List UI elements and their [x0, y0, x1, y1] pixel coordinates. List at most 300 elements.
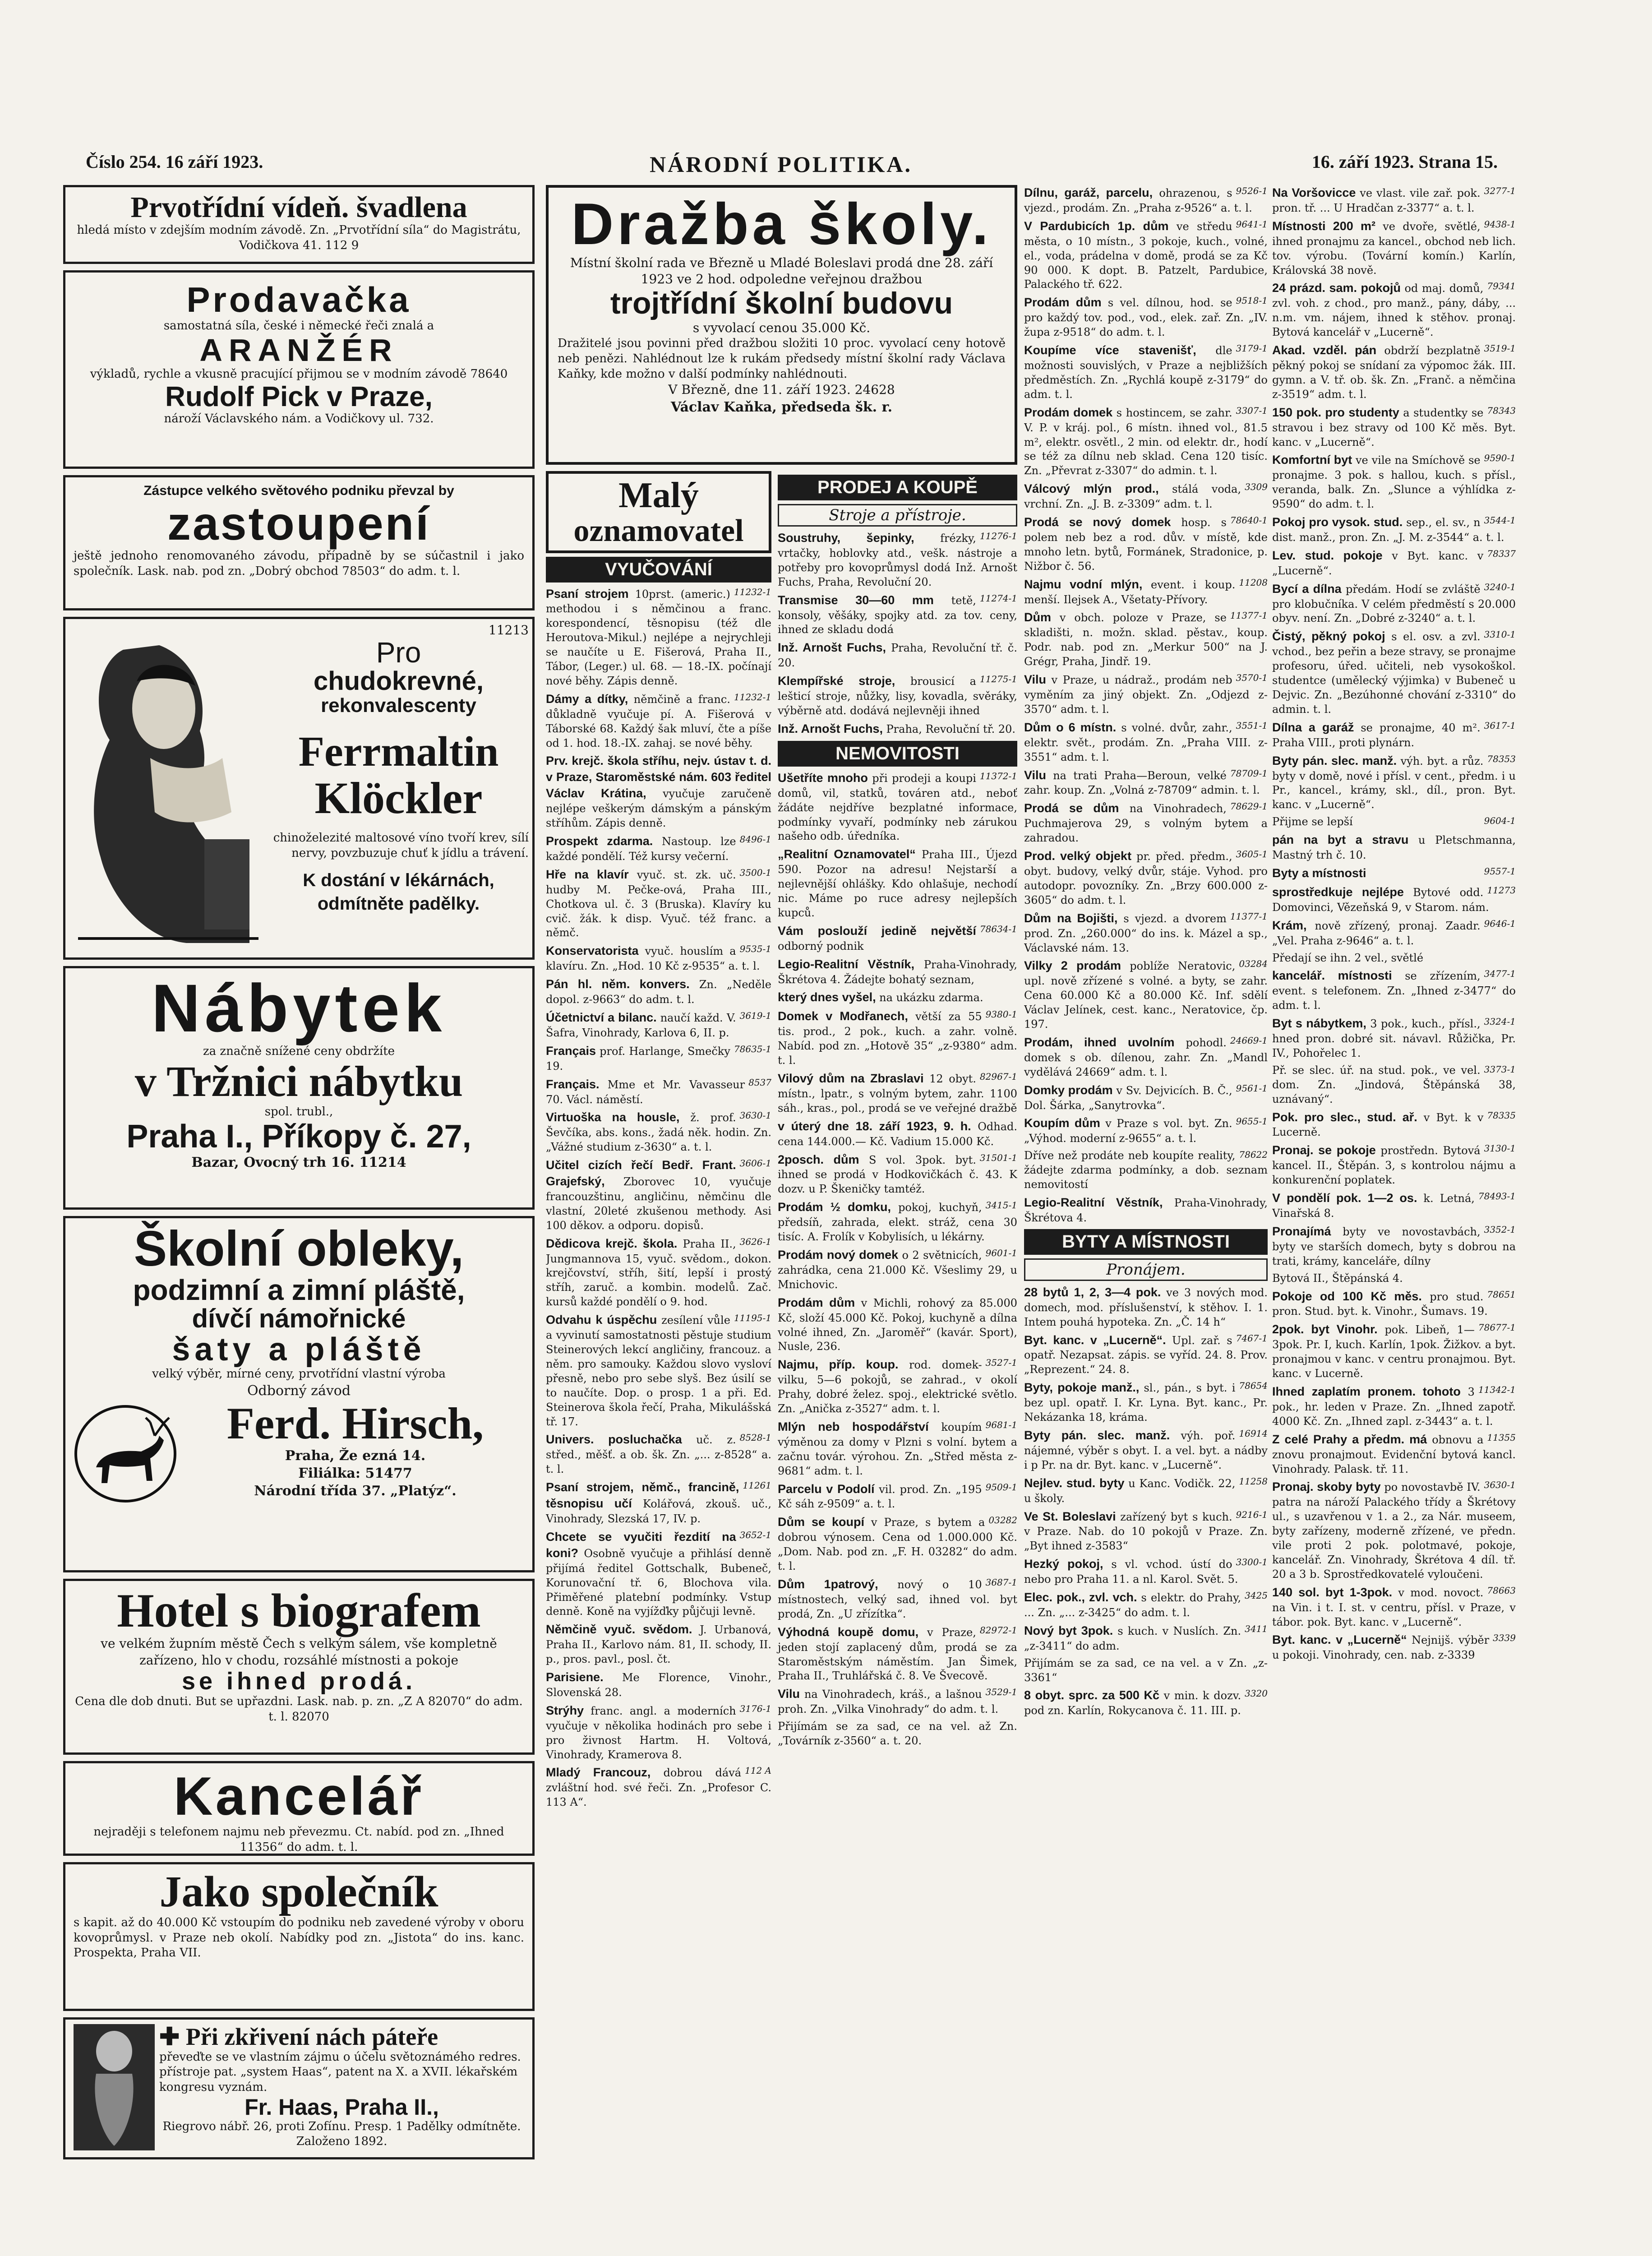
- ad-body: franc. angl. a moderních vyučuje v několika hodinách pro sebe i pro živnost Hartm. H. Voltová, Vinohrady, Kramerova 8.: [546, 1704, 771, 1761]
- ad-title: Prodavačka: [186, 280, 411, 319]
- ad-title: Dražba školy.: [571, 191, 992, 257]
- ad-number: 11195-1: [734, 1313, 771, 1324]
- ad-number: 9438-1: [1484, 218, 1516, 230]
- classified-ad: [778, 923, 1017, 954]
- ad-heading: Najmu, příp. koup.: [778, 1358, 909, 1372]
- section-subtitle: Pronájem.: [1024, 1258, 1268, 1281]
- classified-ad: [546, 1043, 771, 1074]
- ad-number: 3617-1: [1484, 720, 1516, 731]
- ad-body: při prodeji a koupi domů, vil, statků, továren atd., neboť žádáte nejdříve bezplatné informace, podmínky vyvaří, podmínky neb zárukou našeho odb. úředníka.: [778, 772, 1017, 843]
- ad-fil-address: Národní třída 37. „Platýz“.: [254, 1483, 457, 1499]
- ad-number: 3551-1: [1236, 720, 1268, 731]
- ad-body: uč. z. střed., měšť. a ob. šk. Zn. „... z-8528“ a. t. l.: [546, 1433, 771, 1476]
- ad-body: k. Letná, Vinařská 8.: [1272, 1192, 1475, 1220]
- classified-ad: [1024, 958, 1268, 1032]
- ad-heading: Ve St. Boleslavi: [1024, 1509, 1121, 1523]
- ad-heading: Na Voršovicce: [1272, 186, 1360, 199]
- classified-ad: [1024, 1332, 1268, 1378]
- ad-heading: Parisiene.: [546, 1670, 622, 1684]
- classified-ad: [1272, 1271, 1516, 1286]
- ad-body: pohodl. domek s ob. dílenou, zahr. Zn. „Mandl vydělává 24669“ adm. t. l.: [1024, 1036, 1268, 1078]
- classified-ad: [1024, 1115, 1268, 1146]
- classified-ad: [778, 1071, 1017, 1116]
- ad-zastoupeni: [63, 475, 535, 610]
- ad-heading: Chcete se vyučiti řezdití na koni?: [546, 1530, 736, 1560]
- ad-heading: Vilový dům na Zbraslavi: [778, 1072, 930, 1085]
- ad-heading: Z celé Prahy a předm. má: [1272, 1432, 1432, 1446]
- classified-ad: [1024, 1195, 1268, 1225]
- ad-heading: Transmise 30—60 mm: [778, 593, 951, 607]
- ad-number: 3320: [1245, 1688, 1268, 1699]
- classified-ad: [546, 1622, 771, 1667]
- ad-number: 11273: [1487, 884, 1516, 896]
- ad-body: Praha-Vinohrady, Škrétova 4. Žádejte bohatý seznam,: [778, 958, 1017, 986]
- ad-body: v Michli, rohový za 85.000 Kč, složí 45.000 Kč. Pokoj, kuchyně a dílna volné ihned, Zn. „Jaroměř“ (kavár. Sport), Nusle, 236.: [778, 1296, 1017, 1353]
- ad-body: rod. domek-vilku, 5—6 pokojů, se zahrad., v okolí Prahy, dobré želez. spoj., elektrické světlo. Zn. „Anička z-3527“ adm. t. l.: [778, 1359, 1017, 1415]
- classified-ad: [1024, 481, 1268, 512]
- classified-ad: [1024, 1380, 1268, 1425]
- classified-ad: [778, 673, 1017, 718]
- ad-number: 3606-1: [739, 1158, 771, 1169]
- ad-number: 11208: [1239, 577, 1268, 588]
- classified-ad: [778, 1624, 1017, 1684]
- ad-buy: K dostání v lékárnách, odmítněte padělky.: [303, 870, 494, 914]
- section-vyucovani: VYUČOVÁNÍ: [546, 557, 771, 582]
- classified-ad: [1272, 218, 1516, 278]
- ad-heading: 8 obyt. sprc. za 500 Kč: [1024, 1688, 1164, 1702]
- ad-heading: Lev. stud. pokoje: [1272, 548, 1392, 562]
- ad-heading: Mlýn neb hospodářství: [778, 1419, 941, 1433]
- classified-ad: [778, 1357, 1017, 1416]
- ad-body: naučí každ. V. Šafra, Vinohrady, Karlova 6, II. p.: [546, 1011, 736, 1039]
- classified-ad: [778, 1419, 1017, 1479]
- ad-heading: Français.: [546, 1077, 608, 1091]
- classified-ad: [1024, 672, 1268, 717]
- ad-heading: Inž. Arnošt Fuchs,: [778, 641, 891, 655]
- ad-number: 3176-1: [739, 1703, 771, 1714]
- ad-number: 11258: [1239, 1475, 1268, 1487]
- masthead: NÁRODNÍ POLITIKA.: [650, 152, 912, 177]
- woman-illustration-icon: [69, 623, 263, 952]
- ad-number: 82972-1: [979, 1624, 1017, 1636]
- ad-address: Praha I., Příkopy č. 27,: [126, 1118, 471, 1155]
- ad-number: 3307-1: [1236, 405, 1268, 416]
- ad-heading: Univers. posluchačka: [546, 1433, 697, 1447]
- ad-heading: V pondělí pok. 1—2 os.: [1272, 1191, 1424, 1205]
- ad-body: v obch. poloze v Praze, se skladišti, n. možn. sklad. pěstav., koup. Podr. nab. pod zn. „Merkur 500“ na J. Grégr, Praha, Jindř. 19.: [1024, 611, 1268, 668]
- ad-heading: Konservatorista: [546, 944, 645, 958]
- column-display-ads: [63, 185, 535, 2256]
- ad-number: 78663: [1487, 1585, 1516, 1596]
- classified-ad: [1272, 1224, 1516, 1269]
- classified-ad: [1272, 514, 1516, 545]
- ad-odb: Odborný závod: [247, 1382, 351, 1399]
- ad-city: Praha, Že ezná 14.: [285, 1447, 426, 1464]
- ad-number: 31501-1: [979, 1152, 1017, 1163]
- ad-body: byty ve novostavbách, byty ve starších domech, byty s dobrou na trati, krámy, kanceláře, dílny: [1272, 1225, 1516, 1267]
- classified-ad: [1272, 884, 1516, 915]
- ad-number: 9509-1: [985, 1481, 1017, 1493]
- ad-body: Předají se ihn. 2 vel., světlé: [1272, 951, 1424, 964]
- ad-heading: Nejlev. stud. byty: [1024, 1476, 1129, 1490]
- classified-ad: [778, 1295, 1017, 1355]
- ad-body: vyučuje zaručeně nejlépe veškerým dámským a pánským stříhům. Zápis denně.: [546, 787, 771, 830]
- ad-body: brousicí a lešticí stroje, nůžky, lisy, kovadla, svěráky, výběrně atd. dodává nejlevněji ihned: [778, 675, 1017, 717]
- ad-heading: Byt. kanc. v „Lucerně“: [1272, 1633, 1412, 1647]
- ad-body: Přijme se lepší: [1272, 815, 1353, 828]
- ad-body: nový o 10 místnostech, velký sad, ihned vol. byt prodá, Zn. „U zřízítka“.: [778, 1578, 1017, 1620]
- ad-heading: Místnosti 200 m²: [1272, 219, 1383, 233]
- ad-heading: Pronajímá: [1272, 1224, 1343, 1238]
- ad-body: Osobně vyučuje a přihlásí denně přijímá ředitel Gottschalk, Bubeneč, Korunovační tř. 6, Blochova vila. Přiměřené platební podmínky. Vstup denně. Koně na vyjížďky půjčuji levně.: [546, 1547, 771, 1618]
- classified-ad: [1024, 1149, 1268, 1192]
- section-byty: BYTY A MÍSTNOSTI: [1024, 1229, 1268, 1255]
- ad-body: v Praze s vol. byt. Zn. „Výhod. moderní z-9655“ a. t. l.: [1024, 1117, 1232, 1145]
- ad-body: sl., pán., s byt. i bez upl. opatř. I. Kr. Lyna. Byt. kanc., Pr. Nekázanka 18, kráma.: [1024, 1382, 1268, 1424]
- ad-number: 3519-1: [1484, 343, 1516, 354]
- ad-text: hledá místo v zdejším modním závodě. Zn. „Prvotřídní síla“ do Magistrátu, Vodičkova 41. 112 9: [77, 223, 521, 253]
- classified-ad: [778, 530, 1017, 590]
- ad-number: 3477-1: [1484, 968, 1516, 980]
- classified-list: [778, 530, 1017, 737]
- ad-number: 3425: [1245, 1590, 1268, 1601]
- classified-ad: [778, 1152, 1017, 1197]
- classified-ad: [546, 1703, 771, 1762]
- ad-firm: Rudolf Pick v Praze,: [165, 381, 433, 412]
- ad-body: výh. poř. nájemné, výběr s obyt. I. a vel. byt. a nádby i p Pr. na dr. Byt. kanc. v „Lucerně“.: [1024, 1429, 1268, 1471]
- ad-heading: Čistý, pěkný pokoj: [1272, 629, 1392, 643]
- ad-body: 12 obyt. místn., lpatr., s volným bytem, zahr. 1100 sáh., kras., pol., prodá se ve veřejné dražbě: [778, 1073, 1017, 1114]
- ad-body: s hostincem, se zahr. V. P. v kráj. pol., 6 místn. ihned vol., 81.5 m², elektr. osvětl., 2 min. od elektr. dr., hodí se též za dílnu neb sklad. Cena 120 tisíc. Zn. „Převrat z-3307“ do admin. t. l.: [1024, 406, 1268, 477]
- ad-prodavacka: [63, 270, 535, 469]
- ad-body: předám. Hodí se zvláště pro klobučníka. V celém předměstí s 20.000 obyv. není. Zn. „Dobré z-3240“ a. t. l.: [1272, 582, 1516, 625]
- ad-heading: 24 prázd. sam. pokojů: [1272, 281, 1405, 295]
- ad-body: s vjezd. a dvorem prod. Zn. „260.000“ do ins. k. Mázel a sp., Václavské nám. 13.: [1024, 912, 1268, 954]
- ad-bazar: Bazar, Ovocný trh 16. 11214: [191, 1155, 406, 1171]
- classified-ad: [1272, 865, 1516, 882]
- ad-firm: Fr. Haas, Praha II.,: [245, 2094, 439, 2120]
- ad-number: 11275-1: [979, 674, 1017, 685]
- ad-heading: Pán hl. něm. konvers.: [546, 977, 699, 991]
- classified-ad: [1272, 720, 1516, 750]
- ad-heading: Legio-Realitní Věstník,: [1024, 1196, 1174, 1209]
- classified-ad: [1024, 767, 1268, 798]
- classified-ad: [778, 1514, 1017, 1574]
- classified-ad: [1024, 1285, 1268, 1330]
- classified-ad: [1272, 753, 1516, 813]
- ad-heading: Prv. krejč. škola stříhu, nejv. ústav t. d. v Praze, Staroměstské nám. 603 ředitel Václav Krátina,: [546, 754, 771, 800]
- ad-heading: Legio-Realitní Věstník,: [778, 957, 924, 971]
- ad-heading: Koupíme více stavenišť,: [1024, 343, 1216, 357]
- ad-body: v Byt. kanc. v „Lucerně“.: [1272, 549, 1484, 577]
- ad-heading: Vilu: [1024, 768, 1053, 782]
- ad-number: 7467-1: [1236, 1332, 1268, 1344]
- ad-heading: 150 pok. pro studenty: [1272, 405, 1403, 419]
- ad-body: koupím výměnou za domy v Plzni s volní. bytem a začnu továr. výrohou. Zn. „Střed města z-9681“ adm. t. l.: [778, 1420, 1017, 1477]
- ad-heading: pán na byt a stravu: [1272, 833, 1419, 847]
- ad-small: spol. trubl.,: [264, 1105, 333, 1119]
- ad-body: Zborovec 10, vyučuje francouzštinu, angličinu, němčinu dle vlastní, 20leté zkušenou methody. Asi 100 děkov. a odporu. dopisů.: [546, 1175, 772, 1232]
- ad-heading: Prospekt zdarma.: [546, 834, 662, 848]
- classified-ad: [778, 846, 1017, 920]
- ad-heading: Pronaj. skoby byty: [1272, 1480, 1384, 1494]
- classified-ad: [1272, 951, 1516, 966]
- classified-ad: [546, 1765, 771, 1810]
- ad-heading: Prodá se dům: [1024, 801, 1130, 815]
- ad-body: Praha, Revoluční tř. č. 20.: [778, 642, 1017, 670]
- ad-number: 3240-1: [1484, 581, 1516, 592]
- classified-ad: [546, 1479, 771, 1526]
- classified-ad: [1272, 581, 1516, 626]
- ad-number: 9641-1: [1236, 218, 1268, 230]
- ad-number: 3630-1: [739, 1110, 771, 1121]
- ad-number: 3179-1: [1236, 343, 1268, 354]
- classified-ad: [778, 721, 1017, 737]
- ad-heading: Elec. pok., zvl. vch.: [1024, 1590, 1141, 1604]
- ad-body: v min. k dozv. pod zn. Karlín, Rokycanova č. 11. III. p.: [1024, 1689, 1241, 1717]
- ad-body: od maj. domů, zvl. voh. z chod., pro manž., pány, dáby, ... n.m. vm. nájem, ihned k stěhov. pronaj. Bytová kancelář v „Lucerně“.: [1272, 282, 1516, 339]
- ad-body: u Kanc. Vodičk. 22, u školy.: [1024, 1477, 1236, 1505]
- ad-body: 3 pok., kuch., přísl., hned pron. dobré sit. návavl. Růžička, Pr. IV., Pohořelec 1.: [1272, 1017, 1516, 1059]
- ad-number: 3130-1: [1484, 1143, 1516, 1154]
- ad-heading: Français: [546, 1044, 600, 1058]
- ad-heading: Inž. Arnošt Fuchs,: [778, 721, 886, 735]
- classified-ad: [1024, 218, 1268, 292]
- ad-address: Riegrovo nábř. 26, proti Zofínu. Presp. 1 Padělky odmítněte. Založeno 1892.: [162, 2119, 521, 2149]
- ad-number: 9535-1: [739, 943, 771, 955]
- ad-body: Me Florence, Vinohr., Slovenská 28.: [546, 1671, 771, 1699]
- ad-number: 11274-1: [979, 592, 1017, 604]
- ad-body: Nastoup. lze každé pondělí. Též kursy večerní.: [546, 835, 736, 863]
- ad-body: s vel. dílnou, hod. se pro každý tov. pod., vod., elek. zař. Zn. „IV. župa z-9518“ do adm. t. l.: [1024, 296, 1268, 339]
- ad-heading: Krám,: [1272, 918, 1315, 932]
- ad-number: 78635-1: [734, 1043, 771, 1054]
- classified-ad: [1272, 1632, 1516, 1663]
- ad-title: zastoupení: [167, 498, 431, 550]
- ad-heading: Prodám, ihned uvolním: [1024, 1035, 1186, 1049]
- classified-ad: [1272, 185, 1516, 216]
- classified-ad: [1024, 295, 1268, 340]
- classified-ad: [1272, 629, 1516, 717]
- ad-body: Přijímám se za sad, ce na vel. až Zn. „Továrník z-3560“ a. t. 20.: [778, 1720, 1017, 1747]
- classified-ad: [1024, 342, 1268, 402]
- classified-ad: [1272, 452, 1516, 512]
- ad-filialka: Filiálka: 51477: [298, 1465, 412, 1481]
- ad-title: Jako společník: [159, 1868, 438, 1916]
- ad-heading: Prodám domek: [1024, 405, 1117, 419]
- ad-number: 3339: [1493, 1632, 1516, 1644]
- classified-ad: [1272, 1384, 1516, 1429]
- classified-ad: [1024, 185, 1268, 216]
- ad-number: 9655-1: [1236, 1116, 1268, 1127]
- ad-body: Praha III., Újezd 590. Pozor na adresu! Nejstarší a nejlevnější ohlášky. Kdo ohlašuje, nechodí nic. Máme po ruce adresy nejlepších kupců.: [778, 848, 1017, 919]
- ad-number: 78493-1: [1478, 1191, 1516, 1202]
- ad-body: v Sv. Dejvicích. B. Č., Dol. Šárka, „Sanytrovka“.: [1024, 1084, 1232, 1112]
- classified-ad: [778, 1720, 1017, 1748]
- ad-number: 3529-1: [985, 1687, 1017, 1698]
- ad-body: dobrou dává zvláštní hod. své řeči. Zn. „Profesor C. 113 A“.: [546, 1766, 771, 1809]
- classified-ad: [1272, 342, 1516, 402]
- ad-number: 9681-1: [985, 1419, 1017, 1430]
- ad-brand: Ferrmaltin: [298, 728, 499, 776]
- ad-body: Př. se slec. úř. na stud. pok., ve vel. dom. Zn. „Jindová, Štěpánská 38, uznávaný“.: [1272, 1063, 1516, 1105]
- ad-body: vyuč. st. zk. uč. hudby M. Pečke-ová, Praha III., Chotkova ul. č. 3 (Bruska). Klavíry ku cvič. žák. k disp. Vyuč. též franc. a němč.: [546, 868, 771, 939]
- ad-firm: Ferd. Hirsch,: [226, 1398, 484, 1448]
- ad-body: na Vinohradech, kráš., a lašnou proh. Zn. „Vilka Vinohrady“ do adm. t. l.: [778, 1688, 999, 1716]
- ad-heading: Hezký pokoj,: [1024, 1557, 1112, 1571]
- ad-ferrmaltin: [63, 617, 535, 960]
- ad-heading: Byty a místnosti: [1272, 866, 1366, 880]
- ad-heading: Účetnictví a bilanc.: [546, 1010, 660, 1024]
- ad-heading: Dědicova krejč. škola.: [546, 1236, 683, 1250]
- ad-heading: Dům na Bojišti,: [1024, 911, 1124, 925]
- ad-number: 24669-1: [1230, 1035, 1268, 1046]
- classified-ad: [1024, 405, 1268, 479]
- ad-body: tetě, konsoly, věšáky, spojky atd. za tov. ceny, ihned ze skladu dodá: [778, 594, 1017, 636]
- ad-body: na ukázku zdarma.: [879, 991, 983, 1004]
- ad-body: na trati Praha—Beroun, velké zahr. koup. Zn. „Volná z-78709“ admin. t. l.: [1024, 769, 1260, 797]
- classified-ad: [1272, 405, 1516, 450]
- ad-text: s kapit. až do 40.000 Kč vstoupím do podniku neb zavedené výroby v oboru kovoprůmysl. v Praze neb okolí. Nabídky pod zn. „Jistota“ do ins. kanc. Prospekta, Praha VII.: [74, 1915, 524, 1960]
- ad-heading: Vilu: [1024, 673, 1052, 687]
- ad-heading: Prodá se nový domek: [1024, 515, 1181, 529]
- ad-heading: Pokoj pro vysok. stud.: [1272, 515, 1407, 529]
- ad-heading: Mladý Francouz,: [546, 1766, 664, 1780]
- ad-number: 11276-1: [979, 531, 1017, 541]
- ad-body: odborný podnik: [778, 939, 864, 952]
- ad-heading: Bycí a dílna: [1272, 582, 1346, 596]
- ad-number: 78654: [1239, 1380, 1268, 1392]
- classified-ad: [778, 989, 1017, 1006]
- ad-line: dívčí námořnické: [192, 1304, 406, 1333]
- classified-ad: [1272, 918, 1516, 948]
- ad-line: chudokrevné,: [313, 666, 484, 696]
- ad-number: 3373-1: [1484, 1063, 1516, 1075]
- ad-number: 9216-1: [1236, 1509, 1268, 1520]
- ad-body: němčině a franc. důkladně vyučuje pí. A. Fišerová v Táborské 68. Každý šak mluví, čte a píše od 1. hod. 18.-IX. zahaj. se nové běhy.: [546, 693, 771, 749]
- ad-spolecnik: [63, 1862, 535, 2011]
- ad-date: V Březně, dne 11. září 1923. 24628: [668, 382, 895, 398]
- ad-text: Místní školní rada ve Březně u Mladé Boleslavi prodá dne 28. září 1923 ve 2 hod. odpoledne veřejnou dražbou: [570, 255, 993, 287]
- classified-list: [1024, 1285, 1268, 1718]
- classified-ad: [546, 1110, 771, 1155]
- classified-ad: [1272, 832, 1516, 863]
- ad-heading: Prod. velký objekt: [1024, 849, 1137, 863]
- classified-ad: [1272, 1479, 1516, 1581]
- ad-number: 9604-1: [1484, 815, 1516, 827]
- ad-body: Mme et Mr. Vavasseur 70. Václ. náměstí.: [546, 1078, 745, 1106]
- ad-number: 3310-1: [1484, 629, 1516, 640]
- ad-heading: Akad. vzděl. pán: [1272, 343, 1384, 357]
- ad-body: J. Urbanová, Praha II., Karlovo nám. 81, II. schody, II. p., pros. pavl., posl. čt.: [546, 1623, 771, 1666]
- ad-body: u Pletschmanna, Mastný trh č. 10.: [1272, 834, 1516, 862]
- ad-heading: Vilky 2 prodám: [1024, 959, 1130, 973]
- ad-body: hosp. s polem neb bez a rod. dův. v místě, kde mnoho letn. bytů, Formánek, Stradonice, p. Nižbor č. 56.: [1024, 516, 1268, 573]
- classified-ad: [1024, 720, 1268, 765]
- classified-ad: [546, 1010, 771, 1040]
- cross-icon: ✚: [159, 2023, 186, 2050]
- ad-top: Zástupce velkého světového podniku převzal by: [143, 483, 454, 498]
- ad-body: zesílení vůle a vyvinutí samostatnosti pěstuje studium Steinerových lekcí angličiny, francouz. a něm. pro samouky. Každou slovo vysloví přesně, nebo pro sebe slyš. Bez úsilí se to naučíte. Dop. o prosp. 1 a při. Ed. Steinerova škola řečí, Praha, Mikulášská tř. 17.: [546, 1314, 771, 1428]
- ad-heading: Odvahu k úspěchu: [546, 1313, 662, 1327]
- ad-number: 3277-1: [1484, 185, 1516, 196]
- ad-number: 11261: [743, 1480, 771, 1491]
- classified-ad: [778, 1686, 1017, 1717]
- ad-body: poblíže Neratovic, upl. nově zřízené s volné. a byty, se zahr. Cena 60.000 Kč a 80.000 Kč. Inf. sdělí Václav Jelínek, cest. kanc., Neratovice, čp. 197.: [1024, 960, 1268, 1031]
- ad-heading: Vilu: [778, 1687, 804, 1701]
- ad-pater: [63, 2017, 535, 2159]
- ad-body: s kuch. v Nuslích. Zn. „z-3411“ do adm.: [1024, 1624, 1241, 1652]
- ad-number: 8537: [748, 1077, 771, 1088]
- ad-body: Dříve než prodáte neb koupíte reality, žádejte zdarma podmínky, a dob. seznam nemovitostí: [1024, 1149, 1268, 1191]
- ad-svadlena: [63, 185, 535, 264]
- ad-body: v mod. novoct. na Vin. i t. I. st. v centru, přísl. v Praze, v tábor. pok. Byt. kanc. v „Lucerně“.: [1272, 1586, 1516, 1628]
- ad-text: ještě jednoho renomovaného závodu, případně by se súčastnil i jako společník. Lask. nab. pod zn. „Dobrý obchod 78503“ do adm. t. l.: [74, 549, 524, 578]
- ad-body: Bytová II., Štěpánská 4.: [1272, 1271, 1403, 1285]
- ad-heading: Byt. kanc. v „Lucerně“.: [1024, 1333, 1172, 1347]
- ad-body: v Praze, jeden stojí zaplacený dům, prodá se za Staroměstským náměstím. Jan Šimek, Praha II., Truhlářská č. 8. Ve Švecově.: [778, 1626, 1017, 1683]
- ad-number: 03282: [988, 1515, 1017, 1526]
- ad-body: pr. před. předm., obyt. budovy, velký dvůr, stáje. Vyhod. pro autodopr. povozníky. Zn. „Brzy 600.000 z-3605“ do adm. t. l.: [1024, 850, 1268, 906]
- ad-body: Kolářová, zkouš. uč., Vinohrady, Slezská 17, IV. p.: [546, 1498, 771, 1525]
- ad-text: ve velkém župním městě Čech s velkým sálem, vše kompletně zařízeno, hlo v chodu, rozsáhlé místnosti a pokoje: [101, 1636, 497, 1668]
- ad-body: s volné. dvůr, zahr., elektr. svět., prodám. Zn. „Praha VIII. z-3551“ adm. t. l.: [1024, 721, 1268, 763]
- classified-ad: [778, 770, 1017, 844]
- classified-ad: [1272, 968, 1516, 1013]
- ad-number: 78622: [1239, 1149, 1268, 1160]
- ad-number: 3324-1: [1484, 1016, 1516, 1027]
- ad-number: 78343: [1487, 405, 1516, 416]
- ad-number: 3630-1: [1484, 1479, 1516, 1491]
- ad-heading: Dům se koupí: [778, 1515, 871, 1529]
- ad-kancelar: [63, 1761, 535, 1856]
- ad-obleky: [63, 1216, 535, 1572]
- classified-ad: [1024, 1623, 1268, 1654]
- ad-body: Odhad. cena 144.000.— Kč. Vadium 15.000 Kč.: [778, 1120, 1017, 1148]
- ad-title: Hotel s biografem: [117, 1584, 481, 1637]
- ad-body: se zřízením, event. s telefonem. Zn. „Ihned z-3477“ do adm. t. l.: [1272, 970, 1516, 1012]
- ad-body: frézky, vrtačky, hoblovky atd., vešk. nástroje a potřeby pro kovoprůmysl dodá Inž. Arnošt Fuchs, Praha, Revoluční 20.: [778, 532, 1017, 588]
- ad-body: pokoj, kuchyň, předsíň, zahrada, elekt. stráž, cena 30 tisíc. A. Frolík v Kobylisích, u lékárny.: [778, 1201, 1017, 1244]
- ad-number: 11377-1: [1230, 610, 1268, 621]
- ad-body: na Vinohradech, Puchmajerova 29, s volným bytem a zahradou.: [1024, 802, 1268, 845]
- ad-title: Školní obleky,: [134, 1221, 464, 1276]
- ad-number: 3605-1: [1236, 849, 1268, 860]
- classified-ad: [778, 1247, 1017, 1292]
- ad-number: 16914: [1239, 1428, 1268, 1439]
- ad-title: Kancelář: [174, 1766, 424, 1826]
- ad-heading: Najmu vodní mlýn,: [1024, 577, 1151, 591]
- ad-heading: Dům: [1024, 610, 1060, 624]
- ad-heading: v úterý dne 18. září 1923, 9. h.: [778, 1119, 978, 1133]
- ad-heading: který dnes vyšel,: [778, 990, 880, 1004]
- classified-ad: [546, 1236, 771, 1310]
- ad-heading: kancelář. místnosti: [1272, 969, 1405, 983]
- ad-number: 3652-1: [739, 1529, 771, 1540]
- ad-heading: Válcový mlýn prod.,: [1024, 482, 1172, 496]
- ad-body: Přijímám se za sad, ce na vel. a v Zn. „z-3361“: [1024, 1656, 1268, 1684]
- ad-prod: se ihned prodá.: [181, 1668, 416, 1695]
- ad-heading: Koupím dům: [1024, 1116, 1106, 1130]
- ad-heading: Byty pán. slec. manž.: [1272, 754, 1401, 767]
- classified-ad: [1272, 815, 1516, 829]
- classified-ad: [1024, 800, 1268, 846]
- ad-number: 3570-1: [1236, 672, 1268, 684]
- ad-number: 9601-1: [985, 1247, 1017, 1258]
- ad-body: ve středu města, o 10 místn., 3 pokoje, kuch., volné, el., voda, prádelna v domě, prodá se za Kč 90 000. K dopt. B. Patzelt, Pardubice, Palackého tř. 622.: [1024, 220, 1268, 291]
- ad-body: v Byt. k v Lucerně.: [1272, 1111, 1484, 1139]
- ad-number: 3415-1: [985, 1200, 1017, 1211]
